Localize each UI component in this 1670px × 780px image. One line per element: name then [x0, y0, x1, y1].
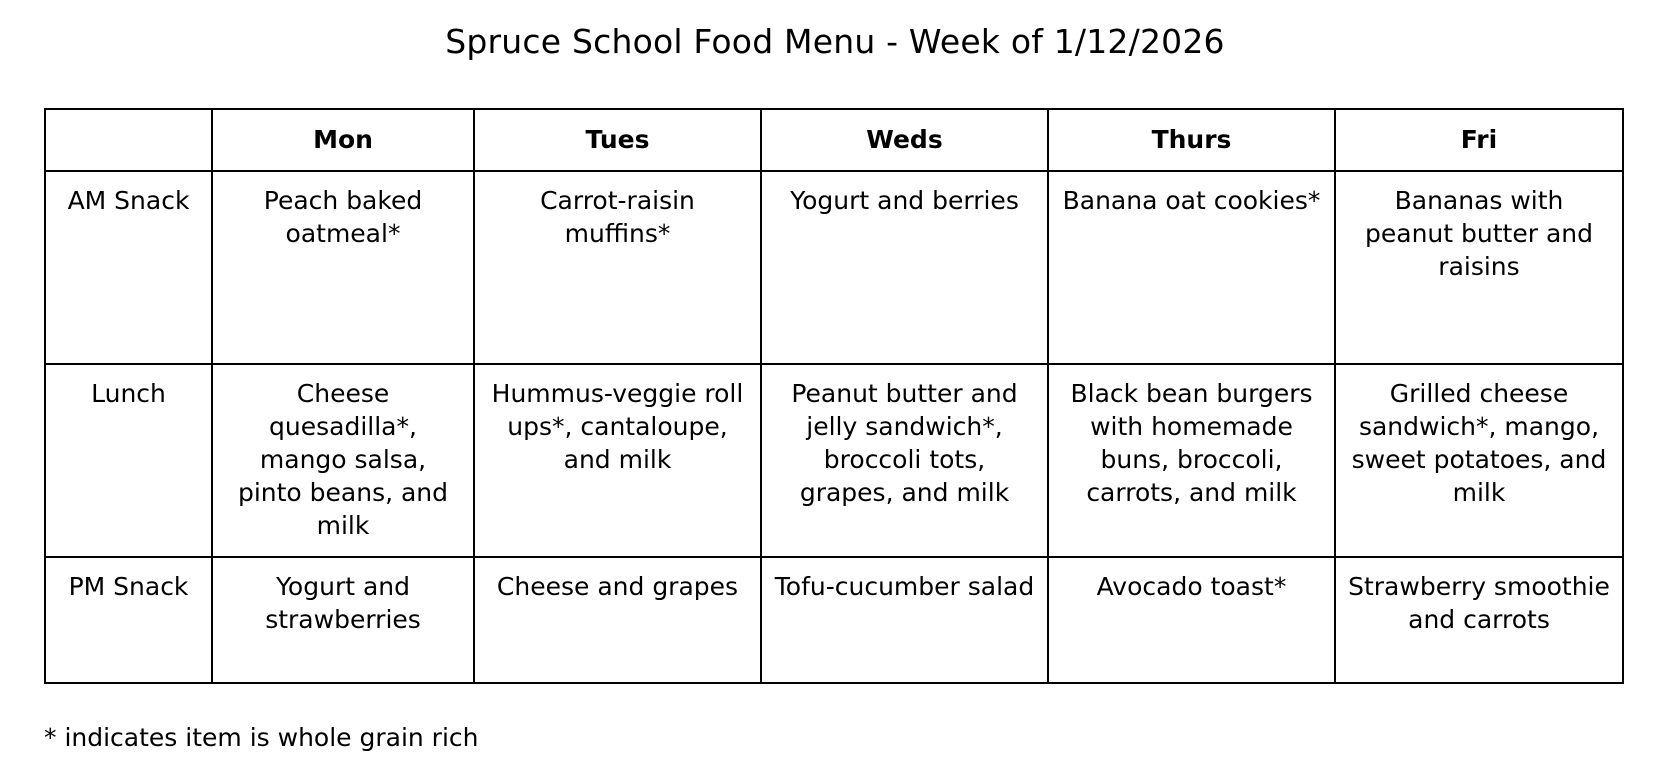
menu-cell: Tofu-cucumber salad: [761, 557, 1048, 683]
page-title: Spruce School Food Menu - Week of 1/12/2026: [445, 22, 1225, 61]
header-row: [45, 109, 1623, 171]
header-tues: Tues: [474, 109, 761, 171]
row-label-pm-snack: PM Snack: [45, 557, 212, 683]
menu-table: [44, 108, 1624, 684]
header-fri: Fri: [1335, 109, 1623, 171]
menu-cell: Yogurt and strawberries: [212, 557, 474, 683]
header-weds: Weds: [761, 109, 1048, 171]
row-label-lunch: Lunch: [45, 364, 212, 557]
menu-cell: Avocado toast*: [1048, 557, 1335, 683]
menu-cell: Cheese and grapes: [474, 557, 761, 683]
table-row: [45, 171, 1623, 364]
menu-cell: Cheese quesadilla*, mango salsa, pinto beans, and milk: [212, 364, 474, 557]
menu-cell: Strawberry smoothie and carrots: [1335, 557, 1623, 683]
menu-cell: Peach baked oatmeal*: [212, 171, 474, 364]
table-row: [45, 364, 1623, 557]
menu-cell: Bananas with peanut butter and raisins: [1335, 171, 1623, 364]
header-mon: Mon: [212, 109, 474, 171]
menu-cell: Grilled cheese sandwich*, mango, sweet potatoes, and milk: [1335, 364, 1623, 557]
footnote: * indicates item is whole grain rich: [44, 723, 479, 752]
menu-cell: Banana oat cookies*: [1048, 171, 1335, 364]
header-thurs: Thurs: [1048, 109, 1335, 171]
menu-cell: Carrot-raisin muffins*: [474, 171, 761, 364]
row-label-am-snack: AM Snack: [45, 171, 212, 364]
menu-cell: Black bean burgers with homemade buns, broccoli, carrots, and milk: [1048, 364, 1335, 557]
menu-cell: Hummus-veggie roll ups*, cantaloupe, and milk: [474, 364, 761, 557]
menu-cell: Yogurt and berries: [761, 171, 1048, 364]
menu-cell: Peanut butter and jelly sandwich*, broccoli tots, grapes, and milk: [761, 364, 1048, 557]
header-corner-cell: [45, 109, 212, 171]
table-row: [45, 557, 1623, 683]
